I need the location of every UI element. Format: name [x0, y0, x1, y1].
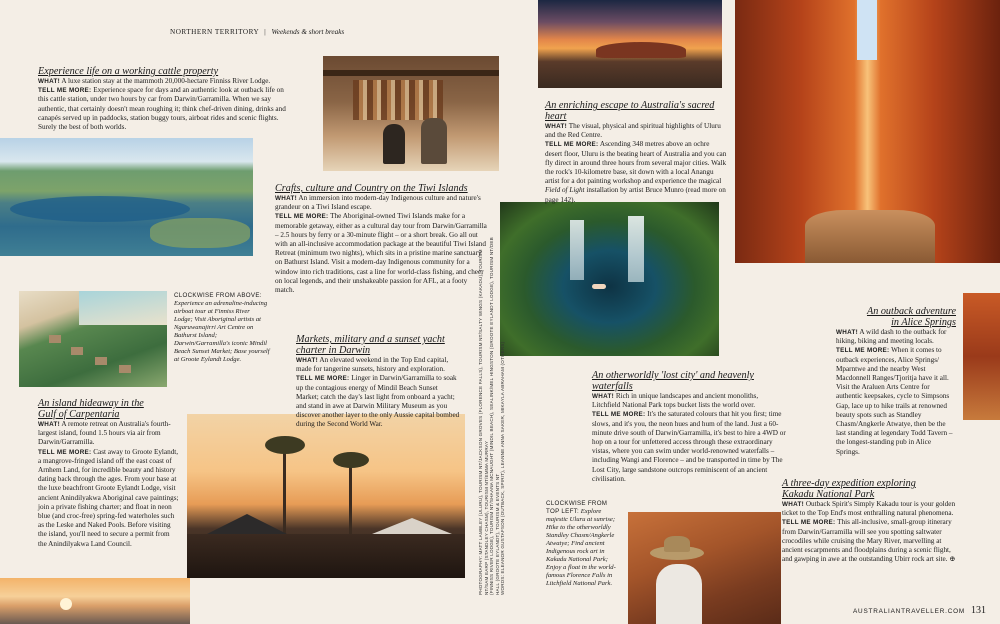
story-title: Crafts, culture and Country on the Tiwi Islands — [275, 183, 468, 194]
tell-emphasis: Field of Light — [545, 186, 585, 195]
credit-line-1: PHOTOGRAPHY: MATT LAMBLEY (ULURU), TOURISM NT/JACKSON GROVES (FLORENCE FALLS), TOURISM NT/SALTY WINGS (KAKADU), TOURISM NT/SAM EARP (STANDLEY CHASM), TOURISM NT/EMMA MURRAY — [478, 249, 489, 595]
story-title — [38, 398, 180, 420]
airboat-wetland-photo — [0, 138, 253, 256]
tell-text: This all-inclusive, small-group itinerary from Darwin/Garramilla will see you spotting saltwater crocodiles while cruising the Mary River, marvelling at ancient escarpments and floodplains during a scenic flight, and gawping in awe at the outstanding Ubirr rock art site. — [782, 518, 952, 564]
what-text: Rich in unique landscapes and ancient monoliths, Litchfield National Park tops bucket lists the world over. — [592, 392, 759, 410]
market-tent-1 — [207, 514, 287, 534]
artwork-wall — [353, 80, 443, 120]
what-text: An elevated weekend in the Top End capital, made for tangerine sunsets, history and exploration. — [296, 356, 449, 374]
what-text: Outback Spirit's Simply Kakadu tour is your golden ticket to the Top End's most enthralling natural phenomena. — [782, 500, 956, 518]
tell-label: TELL ME MORE: — [545, 141, 599, 149]
market-stall — [187, 534, 465, 578]
roof-beam — [323, 70, 499, 76]
story-kakadu — [782, 478, 958, 564]
lodge-roof-1 — [49, 335, 61, 343]
beach-water — [79, 291, 167, 325]
photo-credits — [478, 235, 506, 595]
caption-head: CLOCKWISE FROM TOP LEFT: — [546, 500, 608, 515]
story-body — [296, 356, 462, 430]
caption-text: Explore majestic Uluru at sunrise; Hike to the otherworldly Standley Chasm/Angkerle Atwatye; Find ancient Indigenous rock art in Kakadu National Park; Enjoy a float in the world-famous Florence Falls in Litchfield National Park. — [546, 508, 616, 587]
subsection-name: Weekends & short breaks — [271, 28, 345, 36]
story-uluru — [545, 100, 727, 205]
running-header — [170, 28, 344, 36]
story-body — [782, 500, 958, 564]
tell-label: TELL ME MORE: — [782, 519, 836, 527]
tell-text: Linger in Darwin/Garramilla to soak up the contagious energy of Mindil Beach Sunset Market; catch the day's last light from onboard a yacht; and stand in awe at Darwin Military Museum as you discover another layer to the only Aussie capital bombed during the Second World War. — [296, 374, 460, 429]
caption-text: Experience an adrenaline-inducing airboat tour at Finniss River Lodge; Visit Aboriginal artists at Ngaruwanajirri Art Centre on Bathurst Island; Darwin/Garramilla's iconic Mindil Beach Sunset Market; Base yourself at Groote Eylandt Lodge. — [174, 300, 270, 363]
story-tiwi — [275, 183, 487, 295]
story-body — [38, 420, 180, 549]
caption-left — [174, 292, 270, 364]
palm-trunk-2 — [349, 460, 352, 540]
story-litchfield — [592, 370, 786, 484]
uluru-rock — [596, 42, 686, 58]
title-line-2: Gulf of Carpentaria — [38, 409, 120, 420]
story-body — [545, 122, 727, 205]
swimmers — [592, 284, 606, 289]
what-label: WHAT! — [545, 123, 568, 130]
palm-frond-2 — [333, 452, 369, 468]
tell-label: TELL ME MORE: — [296, 375, 350, 383]
what-text: A luxe station stay at the mammoth 20,000-hectare Finniss River Lodge. — [61, 77, 271, 85]
page-footer — [846, 600, 986, 618]
what-label: WHAT! — [782, 501, 805, 508]
chasm-floor — [805, 210, 935, 263]
standley-chasm-photo — [735, 0, 1000, 263]
what-text: A remote retreat on Australia's fourth-largest island, found 1.5 hours via air from Darwin/Garramilla. — [38, 420, 171, 447]
hiker-back — [656, 564, 702, 624]
story-alice — [806, 306, 956, 457]
story-body — [806, 328, 956, 457]
title-line-1: An outback adventure — [866, 306, 956, 317]
section-name: NORTHERN TERRITORY — [170, 28, 259, 36]
tell-text: It's the saturated colours that hit you first; time slows, and it's you, the neon hues and hum of the land. Just a 60-minute drive south of Darwin/Garramilla, it's best to hire a 4WD or hop on a tour for unfettered access through these extraordinary vistas, where you can swim under world-renowned waterfalls – including Wangi and Florence – and be transported in time by The Lost City, large sandstone outcrops reminiscent of an ancient civilisation. — [592, 410, 786, 483]
waterfall-right — [628, 216, 644, 282]
beach-sunset-photo — [0, 578, 190, 624]
tell-text-end: installation by artist Bruce Munro (read more on page 142). — [545, 186, 726, 204]
tiwi-artists-photo — [323, 56, 499, 171]
person-right — [421, 118, 447, 164]
sun — [60, 598, 72, 610]
story-body — [38, 77, 290, 132]
mindil-market-photo — [187, 414, 465, 578]
waterfall-left — [570, 220, 584, 280]
what-text: The visual, physical and spiritual highlights of Uluru and the Red Centre. — [545, 122, 721, 140]
lodge-roof-4 — [119, 365, 131, 373]
tell-label: TELL ME MORE: — [275, 213, 329, 221]
title-line-1: Markets, military and a sunset yacht — [296, 334, 445, 345]
story-title — [296, 334, 462, 356]
site-url: AUSTRALIANTRAVELLER.COM — [852, 608, 965, 615]
kakadu-rock-art-photo — [628, 512, 781, 624]
lodge-roof-3 — [95, 357, 107, 365]
credit-line-2: (FINNISS RIVER LODGE), TOURISM NT/SHAANA MCNAUGHT (MINDIL BEACH), SEALINK/MEL HINGSTON (GROOTE EYLANDT LODGE), TOURISM NT/DEB HALL (GROOTE EYLANDT), TOURISM & EVENTS NT — [489, 237, 500, 595]
title-line-2: in Alice Springs — [891, 317, 956, 328]
story-title — [806, 306, 956, 328]
tell-text: The Aboriginal-owned Tiwi Islands make for a memorable getaway, either as a cultural day tour from Darwin/Garramilla – 2.5 hours by ferry or a 30-minute flight – or a short break. Go all out with an all-inclusive accommodation package at the beautiful Tiwi Island Retreat (minimum two nights), which sits in a pristine marine sanctuary on Bathurst Island. Visit a modern-day Indigenous community for a window into rich traditions, cast a line for world-class fishing, and cheer on local legends, and their unshakeable passion for AFL, at a footy match. — [275, 212, 487, 295]
grass-patch — [150, 218, 250, 248]
alice-springs-edge-photo — [963, 293, 1000, 420]
what-label: WHAT! — [38, 421, 61, 428]
tell-text: Cast away to Groote Eylandt, a mangrove-fringed island off the east coast of Arnhem Land, for incredible beauty and history dating back through the ages. From your base at the luxe beachfront Groote Eylandt Lodge, visit ancient Anindilyakwa Aboriginal cave paintings; join a private fishing charter; and float in neon blue (and croc-free) spring-fed waterholes such as the Leske and Naked Pools. Before visiting the island, you'll need to secure a permit from the Anindilyakwa Land Council. — [38, 447, 179, 548]
what-label: WHAT! — [275, 195, 298, 202]
person-left — [383, 124, 405, 164]
lodge-roof-2 — [71, 347, 83, 355]
uluru-sunrise-photo — [538, 0, 722, 88]
story-title: An enriching escape to Australia's sacred heart — [545, 100, 715, 122]
what-text: An immersion into modern-day Indigenous culture and nature's grandeur on a Tiwi Island escape. — [275, 194, 481, 212]
story-gulf — [38, 398, 180, 549]
what-label: WHAT! — [38, 78, 61, 85]
palm-frond-1 — [265, 436, 305, 454]
title-line-1: A three-day expedition exploring — [782, 478, 916, 489]
tell-text: Ascending 348 metres above an ochre desert floor, Uluru is the beating heart of Australia and you can fly direct in around three hours from several major cities. Walk the rock's 10-kilometre base, sit down with a local Anangu artist for a dot painting workshop and experience the magical — [545, 140, 727, 186]
tell-label: TELL ME MORE: — [38, 448, 92, 456]
page-number: 131 — [971, 605, 986, 616]
story-title: Experience life on a working cattle property — [38, 66, 219, 77]
title-line-1: An island hideaway in the — [38, 398, 144, 409]
story-cattle — [38, 66, 290, 132]
what-text: A wild dash to the outback for hiking, biking and meeting locals. — [836, 328, 947, 346]
caption-right — [546, 500, 622, 588]
end-mark-icon: ⊕ — [949, 555, 956, 564]
tell-text: When it comes to outback experiences, Alice Springs/ Mparntwe and the nearby West Macdonnell Ranges/Tjoritja have it all. Visit the Araluen Arts Centre for authentic keepsakes, cycle to Simpsons Gap, lace up to hike trails at renowned beauty spots such as Standley Chasm/Angkerle Atwatye, then be the last standing at legendary Todd Tavern – the longest-standing pub in Alice Springs. — [836, 346, 953, 456]
tell-label: TELL ME MORE: — [592, 411, 646, 419]
tell-label: TELL ME MORE: — [836, 347, 890, 355]
story-body — [592, 392, 786, 484]
title-line-2: charter in Darwin — [296, 345, 371, 356]
groote-lodge-aerial-photo — [19, 291, 167, 387]
story-body — [275, 194, 487, 295]
header-divider: | — [264, 28, 267, 36]
what-label: WHAT! — [836, 329, 859, 336]
water-channel — [10, 196, 190, 222]
story-title — [782, 478, 958, 500]
sky-gap — [857, 0, 877, 60]
what-label: WHAT! — [296, 357, 319, 364]
caption-head: CLOCKWISE FROM ABOVE: — [174, 292, 262, 299]
florence-falls-photo — [500, 202, 719, 356]
what-label: WHAT! — [592, 393, 615, 400]
tell-text: Experience space for days and an authentic look at outback life on this cattle station, under two hours by car from Darwin/Garramilla. When we say authentic, that certainly doesn't mean roughing it; think chef-driven dining, drinks and canapés served up in paddocks, station buggy tours, airboat rides and scenic flights. Surely the best of both worlds. — [38, 86, 286, 132]
story-title: An otherworldly 'lost city' and heavenly waterfalls — [592, 370, 754, 392]
tell-label: TELL ME MORE: — [38, 87, 92, 95]
title-line-2: Kakadu National Park — [782, 489, 875, 500]
story-markets — [296, 334, 462, 430]
hat-crown — [664, 536, 690, 552]
credit-line-3: WORDS: ELEANOR GUSTAFSON (OUTBACK, SPIRIT), LEANNE ANNA SAKER, MIKAYLA ABRAHAM (OTHERS) — [500, 341, 506, 595]
